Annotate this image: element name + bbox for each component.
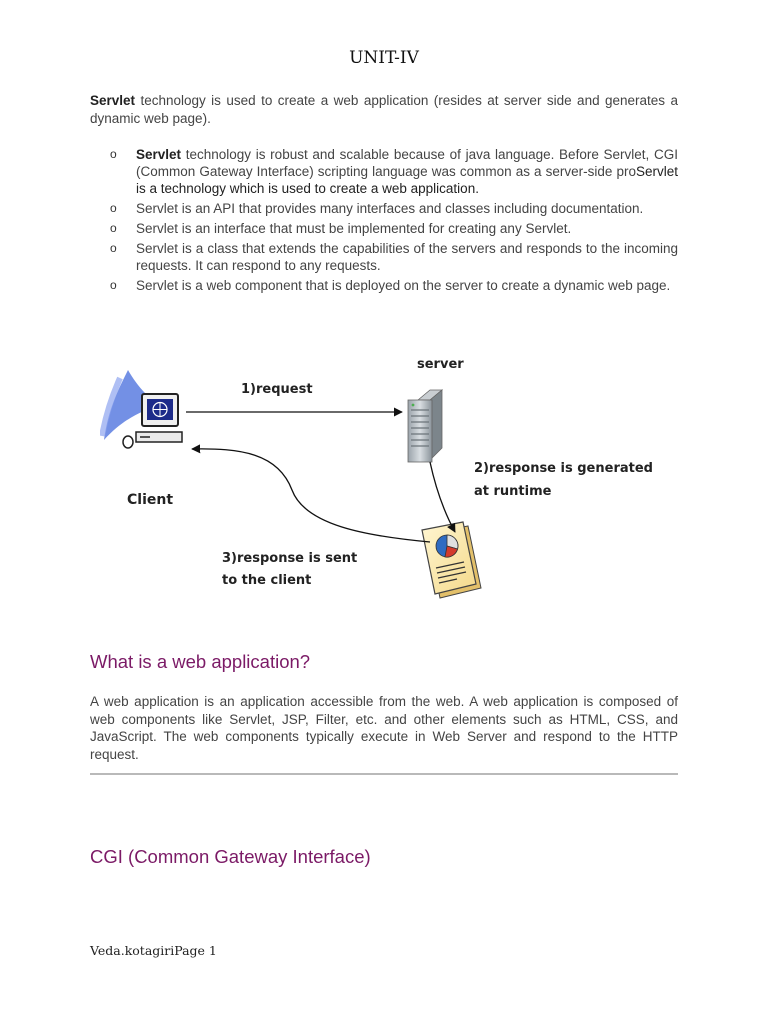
list-item (108, 277, 678, 294)
response-sent-label-line1: 3)response is sent (222, 551, 358, 566)
bullet-bold-term: Servlet (136, 147, 182, 162)
bullet-text: Servlet is an interface that must be implemented for creating any Servlet. (136, 221, 572, 236)
list-item (108, 240, 678, 274)
response-sent-label-line2: to the client (222, 573, 312, 588)
section-heading-web-application: What is a web application? (90, 651, 311, 672)
bullet-tail-text: Servlet is a technology which is used to create a web application. (136, 164, 678, 196)
list-item (108, 200, 678, 217)
bullet-marker: o (110, 201, 117, 215)
response-generated-label-line1: 2)response is generated (474, 461, 653, 476)
servlet-bullet-list (108, 146, 678, 297)
bullet-text: technology is robust and scalable because of java language. Before Servlet, CGI (Common Gateway Interface) scripting language was common as a server-side pro (136, 147, 678, 179)
bullet-marker: o (110, 147, 117, 161)
horizontal-divider (90, 773, 678, 775)
bullet-marker: o (110, 278, 117, 292)
intro-text: technology is used to create a web application (resides at server side and generates a dynamic web page). (90, 93, 678, 126)
section-heading-cgi: CGI (Common Gateway Interface) (90, 846, 371, 867)
client-server-diagram (100, 350, 660, 615)
bullet-marker: o (110, 241, 117, 255)
page-title: UNIT-IV (349, 48, 419, 68)
client-label: Client (127, 492, 174, 508)
bullet-text: Servlet is an API that provides many interfaces and classes including documentation. (136, 201, 644, 216)
intro-bold-term: Servlet (90, 93, 136, 108)
list-item (108, 146, 678, 197)
client-computer-icon (102, 370, 182, 448)
list-item (108, 220, 678, 237)
server-icon (408, 390, 442, 462)
bullet-marker: o (110, 221, 117, 235)
response-generated-arrow (430, 462, 455, 532)
response-sent-arrow (192, 449, 430, 542)
bullet-text: Servlet is a web component that is deployed on the server to create a dynamic web page. (136, 278, 671, 293)
response-generated-label-line2: at runtime (474, 484, 552, 499)
bullet-text: Servlet is a class that extends the capabilities of the servers and responds to the incoming requests. It can respond to any requests. (136, 241, 678, 273)
intro-paragraph (90, 92, 678, 127)
request-label: 1)request (241, 382, 313, 397)
server-label: server (417, 357, 464, 372)
response-document-icon (422, 522, 481, 598)
web-application-paragraph: A web application is an application accessible from the web. A web application is composed of web components like Servlet, JSP, Filter, etc. and other elements such as HTML, CSS, and JavaScript. The web components typically execute in Web Server and respond to the HTTP request. (90, 694, 678, 762)
page-footer: Veda.kotagiriPage 1 (90, 943, 217, 958)
